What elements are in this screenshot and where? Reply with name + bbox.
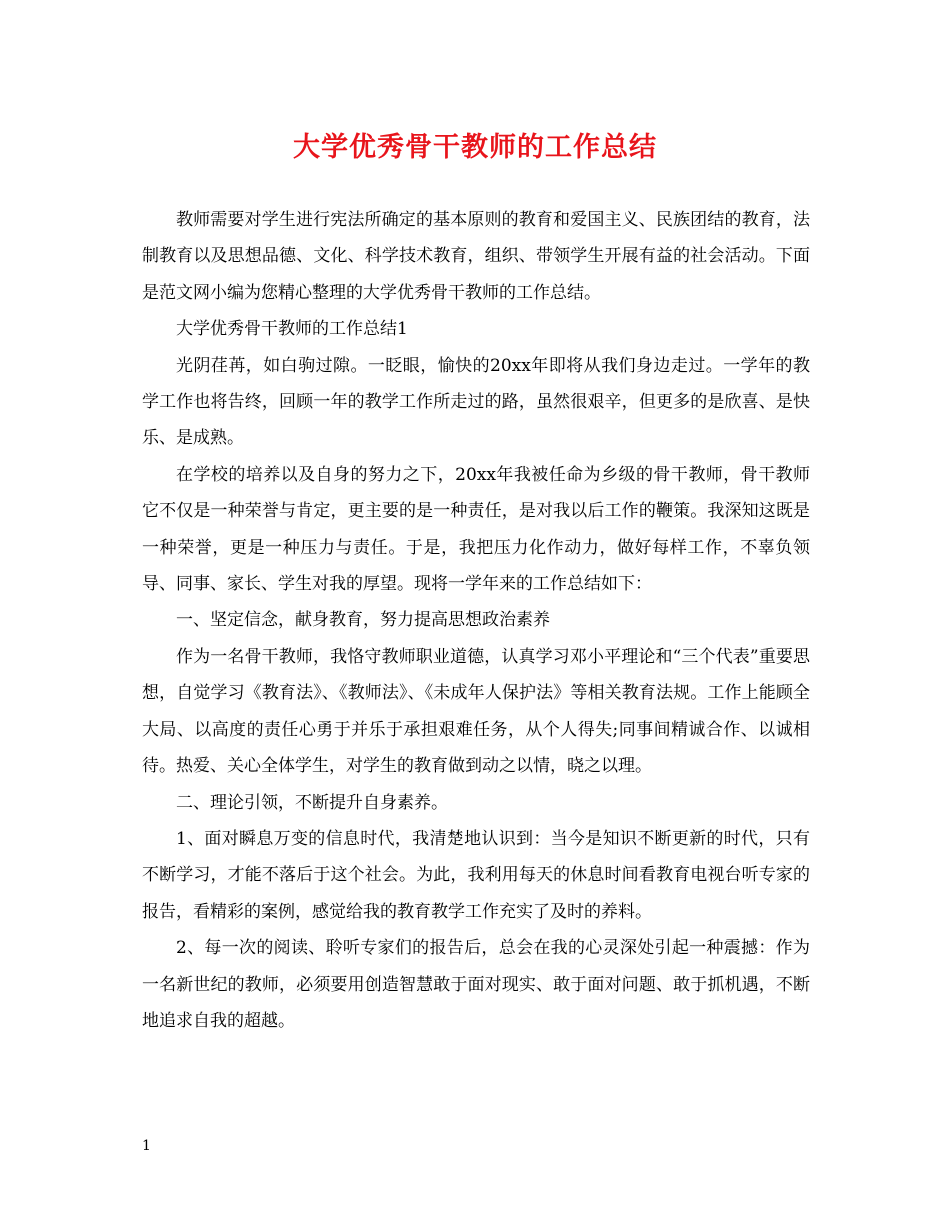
paragraph: 光阴荏苒，如白驹过隙。一眨眼，愉快的20xx年即将从我们身边走过。一学年的教学工作也将告终，回顾一年的教学工作所走过的路，虽然很艰辛，但更多的是欣喜、是快乐、是成熟。: [142, 355, 810, 449]
paragraph-intro: 教师需要对学生进行宪法所确定的基本原则的教育和爱国主义、民族团结的教育，法制教育以及思想品德、文化、科学技术教育，组织、带领学生开展有益的社会活动。下面是范文网小编为您精心整理的大学优秀骨干教师的工作总结。: [142, 210, 810, 303]
document-title: 大学优秀骨干教师的工作总结: [293, 132, 657, 163]
page-number: 1: [142, 1138, 151, 1154]
paragraph: 2、每一次的阅读、聆听专家们的报告后，总会在我的心灵深处引起一种震撼：作为一名新世纪的教师，必须要用创造智慧敢于面对现实、敢于面对问题、敢于抓机遇，不断地追求自我的超越。: [142, 938, 810, 1031]
paragraph: 在学校的培养以及自身的努力之下，20xx年我被任命为乡级的骨干教师，骨干教师它不仅是一种荣誉与肯定，更主要的是一种责任，是对我以后工作的鞭策。我深知这既是一种荣誉，更是一种压力与责任。于是，我把压力化作动力，做好每样工作，不辜负领导、同事、家长、学生对我的厚望。现将一学年来的工作总结如下：: [142, 464, 810, 595]
subheading: 一、坚定信念，献身教育，努力提高思想政治素养: [176, 610, 550, 631]
document-body: [142, 202, 810, 1039]
section-heading: 大学优秀骨干教师的工作总结1: [176, 319, 408, 340]
subheading: 二、理论引领，不断提升自身素养。: [176, 792, 448, 813]
paragraph: 作为一名骨干教师，我恪守教师职业道德，认真学习邓小平理论和“三个代表”重要思想，自觉学习《教育法》、《教师法》、《未成年人保护法》等相关教育法规。工作上能顾全大局、以高度的责任心勇于并乐于承担艰难任务，从个人得失;同事间精诚合作、以诚相待。热爱、关心全体学生，对学生的教育做到动之以情，晓之以理。: [142, 646, 810, 777]
paragraph: 1、面对瞬息万变的信息时代，我清楚地认识到：当今是知识不断更新的时代，只有不断学习，才能不落后于这个社会。为此，我利用每天的休息时间看教育电视台听专家的报告，看精彩的案例，感觉给我的教育教学工作充实了及时的养料。: [142, 828, 810, 922]
